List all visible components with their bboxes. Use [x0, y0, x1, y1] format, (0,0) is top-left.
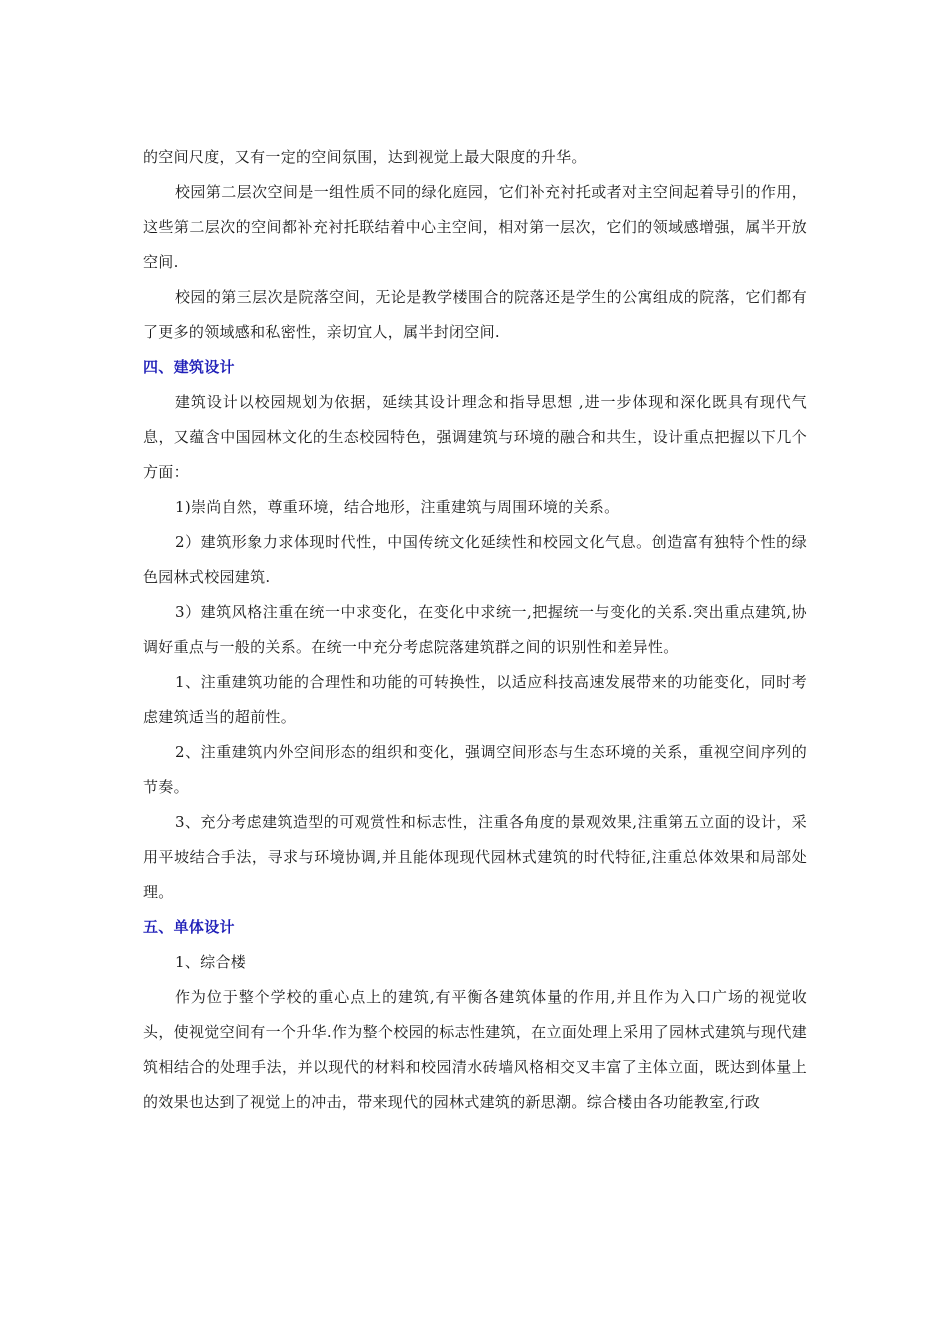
list-item: 3）建筑风格注重在统一中求变化，在变化中求统一,把握统一与变化的关系.突出重点建筑,协调好重点与一般的关系。在统一中充分考虑院落建筑群之间的识别性和差异性。	[143, 603, 807, 656]
document-page	[143, 140, 807, 1120]
list-item: 2、注重建筑内外空间形态的组织和变化，强调空间形态与生态环境的关系，重视空间序列的节奏。	[143, 743, 807, 796]
paragraph: 的空间尺度，又有一定的空间氛围，达到视觉上最大限度的升华。	[143, 148, 587, 166]
section-heading: 四、建筑设计	[143, 358, 235, 376]
list-item: 3、充分考虑建筑造型的可观赏性和标志性，注重各角度的景观效果,注重第五立面的设计，采用平坡结合手法，寻求与环境协调,并且能体现现代园林式建筑的时代特征,注重总体效果和局部处理。	[143, 813, 807, 901]
paragraph: 建筑设计以校园规划为依据，延续其设计理念和指导思想 ,进一步体现和深化既具有现代气息，又蕴含中国园林文化的生态校园特色，强调建筑与环境的融合和共生，设计重点把握以下几个方面：	[143, 393, 807, 481]
paragraph: 校园第二层次空间是一组性质不同的绿化庭园，它们补充衬托或者对主空间起着导引的作用，这些第二层次的空间都补充衬托联结着中心主空间，相对第一层次，它们的领域感增强，属半开放空间.	[143, 183, 807, 271]
list-item: 2）建筑形象力求体现时代性，中国传统文化延续性和校园文化气息。创造富有独特个性的绿色园林式校园建筑.	[143, 533, 807, 586]
subsection-title: 1、综合楼	[175, 953, 247, 971]
paragraph: 作为位于整个学校的重心点上的建筑,有平衡各建筑体量的作用,并且作为入口广场的视觉收头，使视觉空间有一个升华.作为整个校园的标志性建筑，在立面处理上采用了园林式建筑与现代建筑相结合的处理手法，并以现代的材料和校园清水砖墙风格相交叉丰富了主体立面，既达到体量上的效果也达到了视觉上的冲击，带来现代的园林式建筑的新思潮。综合楼由各功能教室,行政	[143, 988, 807, 1111]
paragraph: 校园的第三层次是院落空间，无论是教学楼围合的院落还是学生的公寓组成的院落，它们都有了更多的领域感和私密性，亲切宜人，属半封闭空间.	[143, 288, 807, 341]
section-heading: 五、单体设计	[143, 918, 235, 936]
list-item: 1)崇尚自然，尊重环境，结合地形，注重建筑与周围环境的关系。	[175, 498, 620, 516]
list-item: 1、注重建筑功能的合理性和功能的可转换性，以适应科技高速发展带来的功能变化，同时考虑建筑适当的超前性。	[143, 673, 807, 726]
